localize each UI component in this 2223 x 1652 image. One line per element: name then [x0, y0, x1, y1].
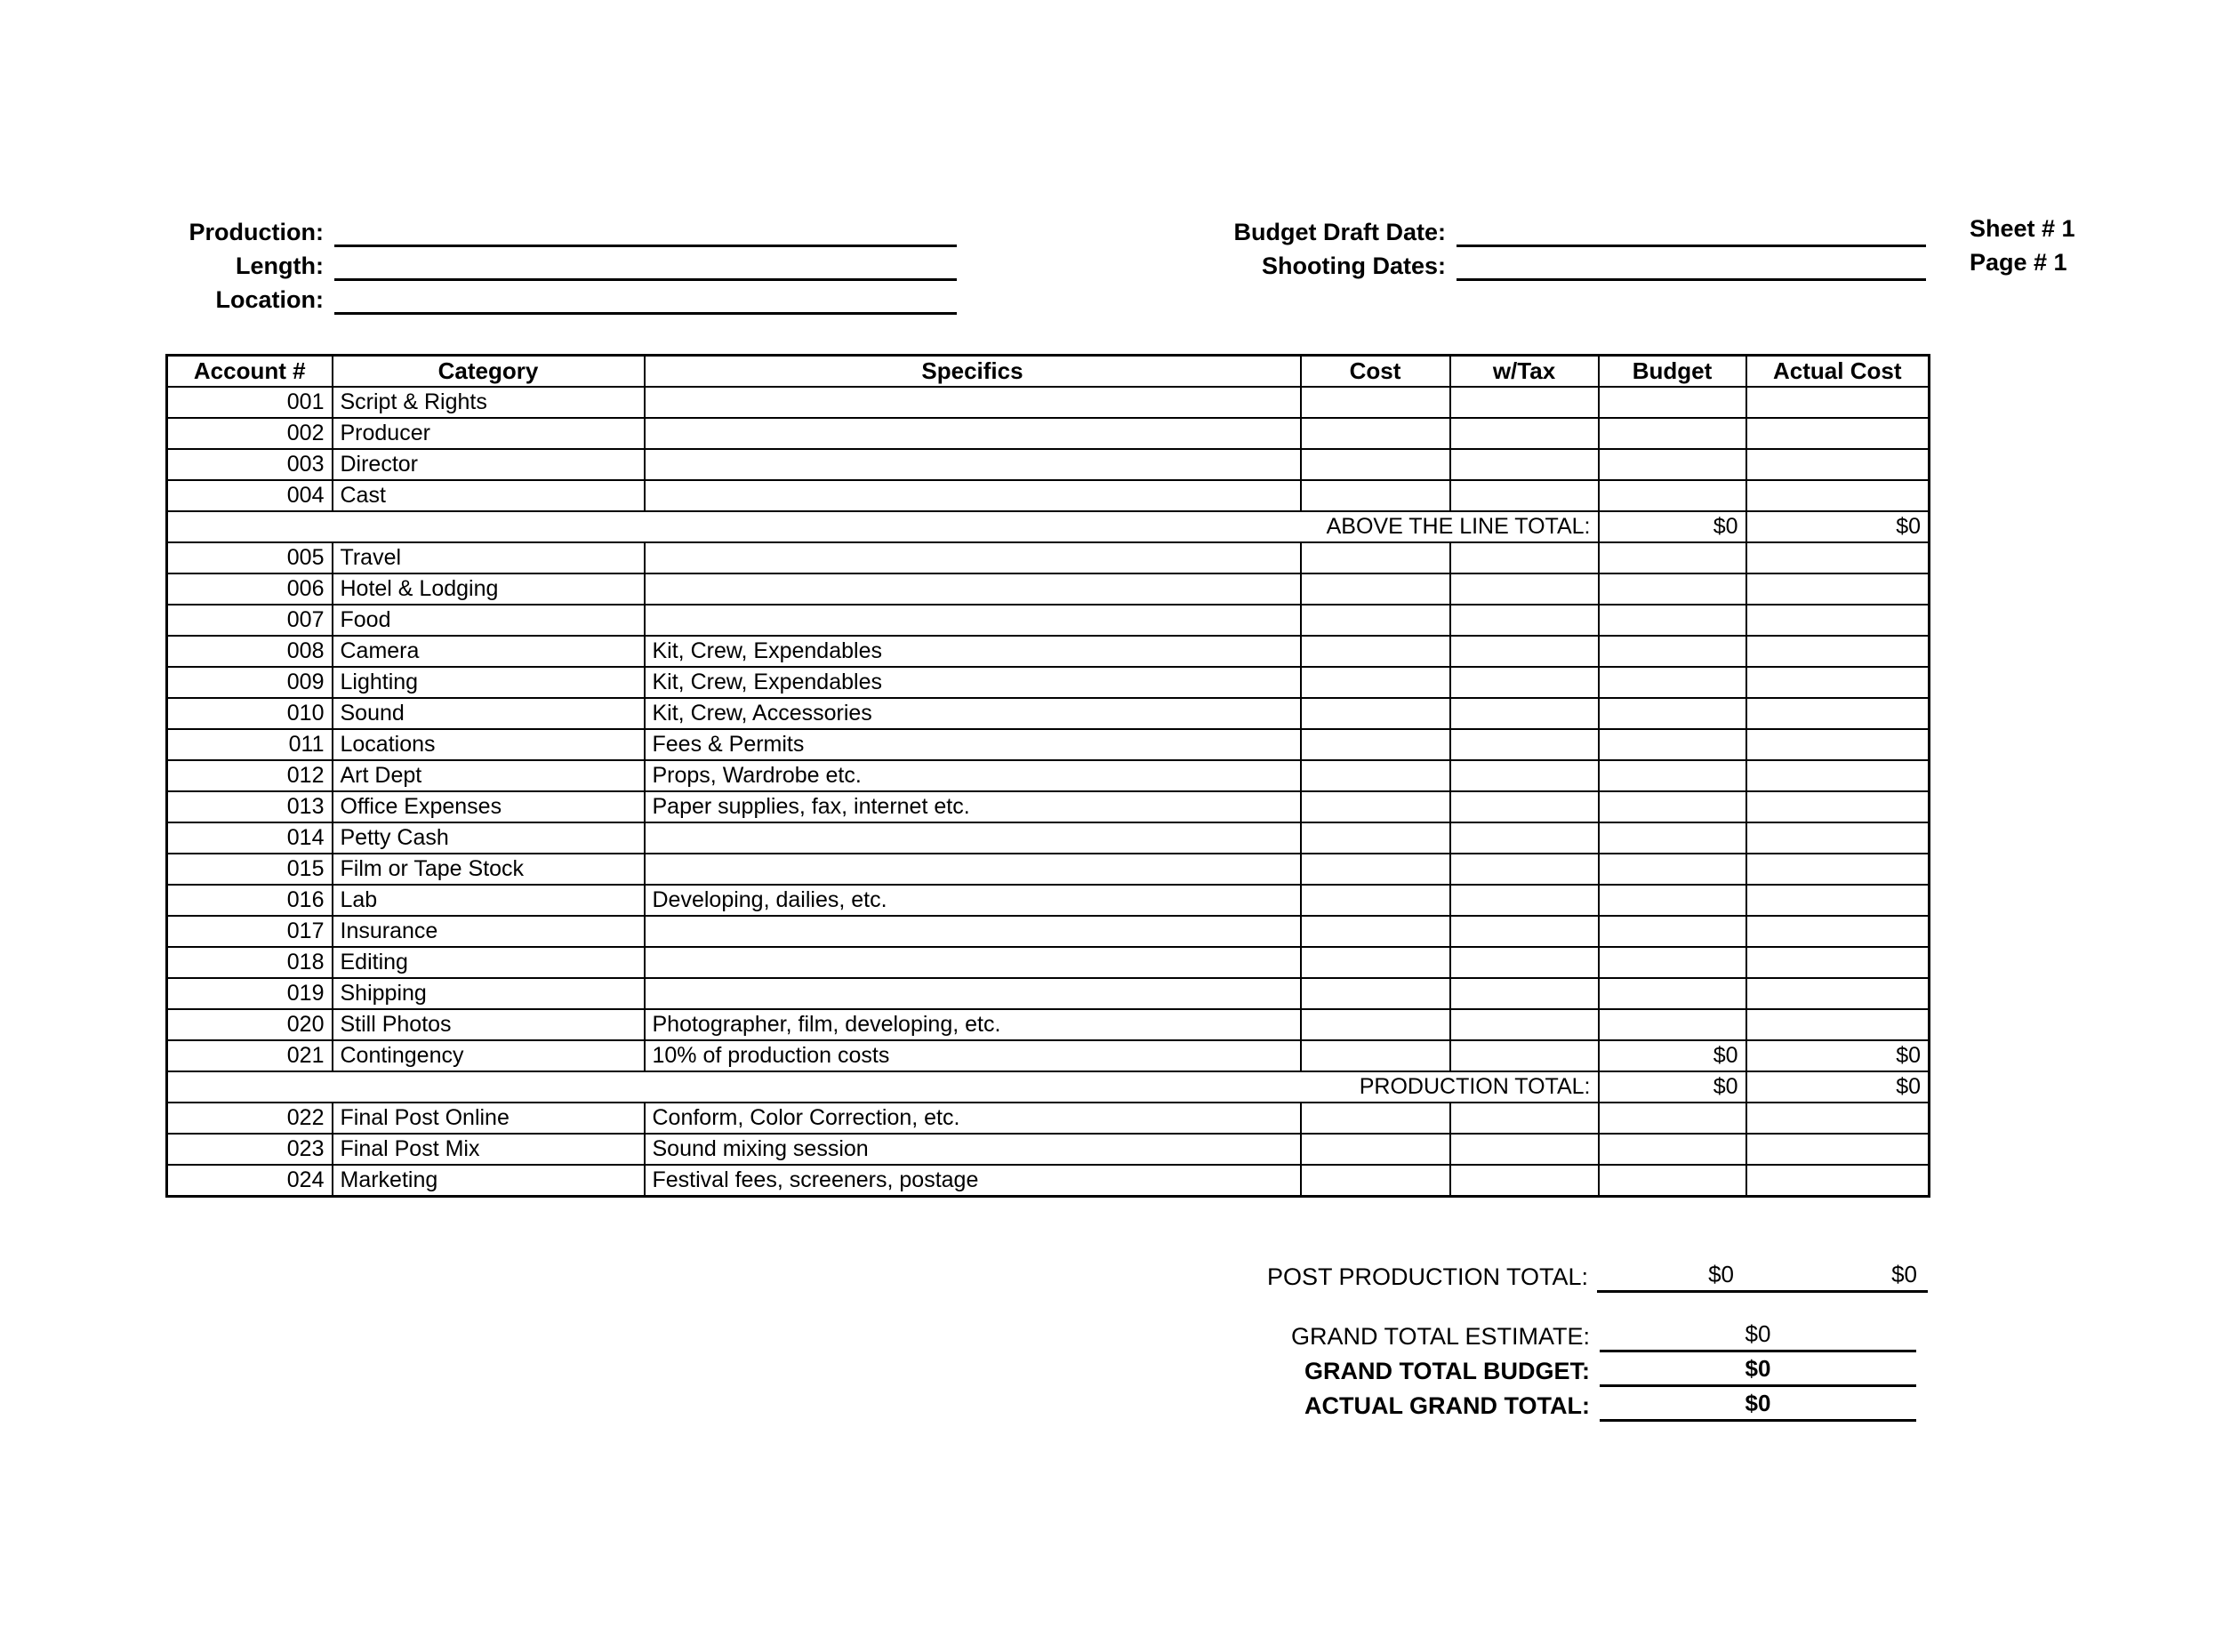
grand-total-budget-label: GRAND TOTAL BUDGET:	[1304, 1358, 1590, 1384]
budget-cell	[1599, 387, 1746, 418]
wtax-cell	[1450, 449, 1599, 480]
specifics-cell	[645, 916, 1301, 947]
cost-cell	[1301, 1165, 1450, 1197]
actual-cost-cell	[1746, 605, 1930, 636]
col-header-category: Category	[333, 356, 645, 388]
account-cell: 023	[167, 1134, 333, 1165]
table-row	[167, 480, 1930, 511]
actual-cost-cell	[1746, 822, 1930, 854]
wtax-cell	[1450, 667, 1599, 698]
table-row	[167, 605, 1930, 636]
actual-cost-cell	[1746, 791, 1930, 822]
section-total-label: PRODUCTION TOTAL:	[167, 1071, 1599, 1103]
specifics-cell	[645, 387, 1301, 418]
table-row	[167, 387, 1930, 418]
account-cell: 005	[167, 542, 333, 573]
account-cell: 010	[167, 698, 333, 729]
actual-cost-cell	[1746, 916, 1930, 947]
budget-cell	[1599, 947, 1746, 978]
specifics-cell	[645, 605, 1301, 636]
specifics-cell: Props, Wardrobe etc.	[645, 760, 1301, 791]
table-row	[167, 978, 1930, 1009]
table-row	[167, 791, 1930, 822]
specifics-cell	[645, 822, 1301, 854]
budget-cell: $0	[1599, 1040, 1746, 1071]
category-cell: Lab	[333, 885, 645, 916]
account-cell: 008	[167, 636, 333, 667]
table-row	[167, 698, 1930, 729]
account-cell: 018	[167, 947, 333, 978]
location-label: Location:	[215, 286, 324, 313]
actual-cost-cell	[1746, 667, 1930, 698]
budget-cell	[1599, 1009, 1746, 1040]
wtax-cell	[1450, 573, 1599, 605]
actual-cost-cell	[1746, 885, 1930, 916]
actual-cost-cell	[1746, 449, 1930, 480]
specifics-cell: 10% of production costs	[645, 1040, 1301, 1071]
wtax-cell	[1450, 978, 1599, 1009]
actual-grand-total-value: $0	[1600, 1387, 1916, 1422]
wtax-cell	[1450, 1165, 1599, 1197]
actual-cost-cell	[1746, 636, 1930, 667]
wtax-cell	[1450, 1040, 1599, 1071]
wtax-cell	[1450, 854, 1599, 885]
specifics-cell: Kit, Crew, Expendables	[645, 636, 1301, 667]
budget-cell	[1599, 480, 1746, 511]
budget-cell	[1599, 605, 1746, 636]
category-cell: Cast	[333, 480, 645, 511]
category-cell: Marketing	[333, 1165, 645, 1197]
actual-cost-cell	[1746, 947, 1930, 978]
table-row	[167, 1103, 1930, 1134]
section-total-actual: $0	[1746, 511, 1930, 542]
actual-cost-cell	[1746, 573, 1930, 605]
specifics-cell	[645, 854, 1301, 885]
wtax-cell	[1450, 729, 1599, 760]
wtax-cell	[1450, 760, 1599, 791]
account-cell: 016	[167, 885, 333, 916]
wtax-cell	[1450, 387, 1599, 418]
cost-cell	[1301, 418, 1450, 449]
cost-cell	[1301, 573, 1450, 605]
cost-cell	[1301, 480, 1450, 511]
table-row	[167, 916, 1930, 947]
category-cell: Final Post Mix	[333, 1134, 645, 1165]
wtax-cell	[1450, 916, 1599, 947]
account-cell: 007	[167, 605, 333, 636]
cost-cell	[1301, 916, 1450, 947]
specifics-cell	[645, 449, 1301, 480]
post-production-total-actual: $0	[1891, 1261, 1917, 1287]
category-cell: Contingency	[333, 1040, 645, 1071]
table-row	[167, 1165, 1930, 1197]
budget-cell	[1599, 791, 1746, 822]
section-total-row	[167, 511, 1930, 542]
budget-cell	[1599, 418, 1746, 449]
category-cell: Lighting	[333, 667, 645, 698]
category-cell: Script & Rights	[333, 387, 645, 418]
budget-draft-date-field	[1216, 213, 1926, 247]
sheet-number: Sheet # 1	[1970, 215, 2075, 242]
section-total-budget: $0	[1599, 1071, 1746, 1103]
wtax-cell	[1450, 822, 1599, 854]
category-cell: Director	[333, 449, 645, 480]
specifics-cell	[645, 947, 1301, 978]
wtax-cell	[1450, 947, 1599, 978]
budget-cell	[1599, 1103, 1746, 1134]
post-production-total-budget: $0	[1708, 1261, 1734, 1287]
cost-cell	[1301, 1009, 1450, 1040]
cost-cell	[1301, 698, 1450, 729]
budget-cell	[1599, 978, 1746, 1009]
budget-table	[165, 354, 1930, 1198]
account-cell: 011	[167, 729, 333, 760]
table-row	[167, 636, 1930, 667]
category-cell: Shipping	[333, 978, 645, 1009]
table-row	[167, 449, 1930, 480]
col-header-budget: Budget	[1599, 356, 1746, 388]
shooting-dates-label: Shooting Dates:	[1262, 253, 1446, 279]
budget-table-wrap	[165, 354, 1930, 1198]
actual-cost-cell	[1746, 542, 1930, 573]
budget-cell	[1599, 760, 1746, 791]
actual-cost-cell	[1746, 1165, 1930, 1197]
cost-cell	[1301, 729, 1450, 760]
wtax-cell	[1450, 1103, 1599, 1134]
cost-cell	[1301, 1103, 1450, 1134]
budget-cell	[1599, 573, 1746, 605]
table-row	[167, 947, 1930, 978]
budget-cell	[1599, 667, 1746, 698]
table-row	[167, 1134, 1930, 1165]
category-cell: Camera	[333, 636, 645, 667]
actual-cost-cell	[1746, 387, 1930, 418]
account-cell: 012	[167, 760, 333, 791]
category-cell: Still Photos	[333, 1009, 645, 1040]
cost-cell	[1301, 791, 1450, 822]
cost-cell	[1301, 449, 1450, 480]
account-cell: 019	[167, 978, 333, 1009]
budget-cell	[1599, 885, 1746, 916]
col-header-wtax: w/Tax	[1450, 356, 1599, 388]
shooting-dates-field	[1216, 247, 1926, 281]
table-row	[167, 542, 1930, 573]
length-fill-line	[334, 248, 957, 281]
specifics-cell	[645, 418, 1301, 449]
category-cell: Hotel & Lodging	[333, 573, 645, 605]
table-row	[167, 729, 1930, 760]
category-cell: Film or Tape Stock	[333, 854, 645, 885]
table-row	[167, 667, 1930, 698]
actual-grand-total-row	[165, 1387, 1928, 1422]
account-cell: 003	[167, 449, 333, 480]
actual-cost-cell	[1746, 418, 1930, 449]
budget-cell	[1599, 1165, 1746, 1197]
category-cell: Art Dept	[333, 760, 645, 791]
wtax-cell	[1450, 791, 1599, 822]
location-field	[165, 281, 957, 315]
budget-draft-date-fill-line	[1457, 214, 1926, 247]
col-header-actual-cost: Actual Cost	[1746, 356, 1930, 388]
actual-cost-cell	[1746, 978, 1930, 1009]
grand-total-budget-row	[165, 1352, 1928, 1387]
actual-cost-cell	[1746, 1103, 1930, 1134]
grand-totals-block	[165, 1318, 1928, 1422]
actual-cost-cell	[1746, 698, 1930, 729]
production-fill-line	[334, 214, 957, 247]
cost-cell	[1301, 1040, 1450, 1071]
section-total-row	[167, 1071, 1930, 1103]
account-cell: 001	[167, 387, 333, 418]
account-cell: 006	[167, 573, 333, 605]
budget-cell	[1599, 449, 1746, 480]
account-cell: 002	[167, 418, 333, 449]
col-header-cost: Cost	[1301, 356, 1450, 388]
specifics-cell: Paper supplies, fax, internet etc.	[645, 791, 1301, 822]
specifics-cell: Kit, Crew, Expendables	[645, 667, 1301, 698]
length-label: Length:	[236, 253, 324, 279]
specifics-cell	[645, 480, 1301, 511]
wtax-cell	[1450, 1134, 1599, 1165]
account-cell: 015	[167, 854, 333, 885]
account-cell: 004	[167, 480, 333, 511]
cost-cell	[1301, 854, 1450, 885]
cost-cell	[1301, 947, 1450, 978]
actual-cost-cell	[1746, 1009, 1930, 1040]
wtax-cell	[1450, 542, 1599, 573]
shooting-dates-fill-line	[1457, 248, 1926, 281]
cost-cell	[1301, 542, 1450, 573]
cost-cell	[1301, 605, 1450, 636]
wtax-cell	[1450, 636, 1599, 667]
section-total-actual: $0	[1746, 1071, 1930, 1103]
col-header-specifics: Specifics	[645, 356, 1301, 388]
budget-cell	[1599, 698, 1746, 729]
budget-cell	[1599, 916, 1746, 947]
category-cell: Travel	[333, 542, 645, 573]
category-cell: Sound	[333, 698, 645, 729]
production-label: Production:	[189, 219, 324, 245]
cost-cell	[1301, 636, 1450, 667]
budget-cell	[1599, 636, 1746, 667]
account-cell: 013	[167, 791, 333, 822]
table-row	[167, 760, 1930, 791]
grand-total-estimate-row	[165, 1318, 1928, 1352]
table-row	[167, 822, 1930, 854]
production-field	[165, 213, 957, 247]
specifics-cell	[645, 542, 1301, 573]
specifics-cell: Fees & Permits	[645, 729, 1301, 760]
category-cell: Insurance	[333, 916, 645, 947]
specifics-cell	[645, 978, 1301, 1009]
specifics-cell	[645, 573, 1301, 605]
wtax-cell	[1450, 1009, 1599, 1040]
table-row	[167, 573, 1930, 605]
account-cell: 017	[167, 916, 333, 947]
table-header-row	[167, 356, 1930, 388]
category-cell: Office Expenses	[333, 791, 645, 822]
table-row	[167, 1009, 1930, 1040]
table-row	[167, 1040, 1930, 1071]
table-row	[167, 854, 1930, 885]
category-cell: Petty Cash	[333, 822, 645, 854]
length-field	[165, 247, 957, 281]
production-info-fields	[165, 213, 957, 315]
actual-cost-cell	[1746, 729, 1930, 760]
post-production-total-label: POST PRODUCTION TOTAL:	[1266, 1263, 1588, 1290]
actual-cost-cell: $0	[1746, 1040, 1930, 1071]
account-cell: 009	[167, 667, 333, 698]
post-production-total-values	[1597, 1258, 1928, 1293]
cost-cell	[1301, 1134, 1450, 1165]
sheet-page-info	[1970, 213, 2075, 281]
table-row	[167, 418, 1930, 449]
actual-cost-cell	[1746, 480, 1930, 511]
category-cell: Food	[333, 605, 645, 636]
wtax-cell	[1450, 605, 1599, 636]
specifics-cell: Sound mixing session	[645, 1134, 1301, 1165]
date-info-fields	[1216, 213, 1926, 281]
actual-grand-total-label: ACTUAL GRAND TOTAL:	[1304, 1392, 1590, 1419]
account-cell: 021	[167, 1040, 333, 1071]
budget-table-body	[167, 387, 1930, 1197]
wtax-cell	[1450, 480, 1599, 511]
budget-draft-date-label: Budget Draft Date:	[1233, 219, 1446, 245]
budget-cell	[1599, 1134, 1746, 1165]
page-number: Page # 1	[1970, 249, 2067, 276]
grand-total-estimate-label: GRAND TOTAL ESTIMATE:	[1290, 1323, 1590, 1350]
specifics-cell: Photographer, film, developing, etc.	[645, 1009, 1301, 1040]
specifics-cell: Conform, Color Correction, etc.	[645, 1103, 1301, 1134]
actual-cost-cell	[1746, 760, 1930, 791]
cost-cell	[1301, 978, 1450, 1009]
budget-cell	[1599, 729, 1746, 760]
account-cell: 014	[167, 822, 333, 854]
location-fill-line	[334, 282, 957, 315]
category-cell: Locations	[333, 729, 645, 760]
col-header-account: Account #	[167, 356, 333, 388]
budget-cell	[1599, 822, 1746, 854]
category-cell: Editing	[333, 947, 645, 978]
post-production-total-row	[165, 1257, 1928, 1293]
cost-cell	[1301, 760, 1450, 791]
wtax-cell	[1450, 418, 1599, 449]
cost-cell	[1301, 885, 1450, 916]
wtax-cell	[1450, 698, 1599, 729]
specifics-cell: Developing, dailies, etc.	[645, 885, 1301, 916]
cost-cell	[1301, 667, 1450, 698]
account-cell: 020	[167, 1009, 333, 1040]
table-row	[167, 885, 1930, 916]
cost-cell	[1301, 387, 1450, 418]
account-cell: 024	[167, 1165, 333, 1197]
specifics-cell: Festival fees, screeners, postage	[645, 1165, 1301, 1197]
section-total-budget: $0	[1599, 511, 1746, 542]
category-cell: Final Post Online	[333, 1103, 645, 1134]
account-cell: 022	[167, 1103, 333, 1134]
actual-cost-cell	[1746, 1134, 1930, 1165]
specifics-cell: Kit, Crew, Accessories	[645, 698, 1301, 729]
section-total-label: ABOVE THE LINE TOTAL:	[167, 511, 1599, 542]
actual-cost-cell	[1746, 854, 1930, 885]
cost-cell	[1301, 822, 1450, 854]
wtax-cell	[1450, 885, 1599, 916]
budget-cell	[1599, 854, 1746, 885]
grand-total-estimate-value: $0	[1600, 1318, 1916, 1352]
budget-cell	[1599, 542, 1746, 573]
grand-total-budget-value: $0	[1600, 1352, 1916, 1387]
category-cell: Producer	[333, 418, 645, 449]
